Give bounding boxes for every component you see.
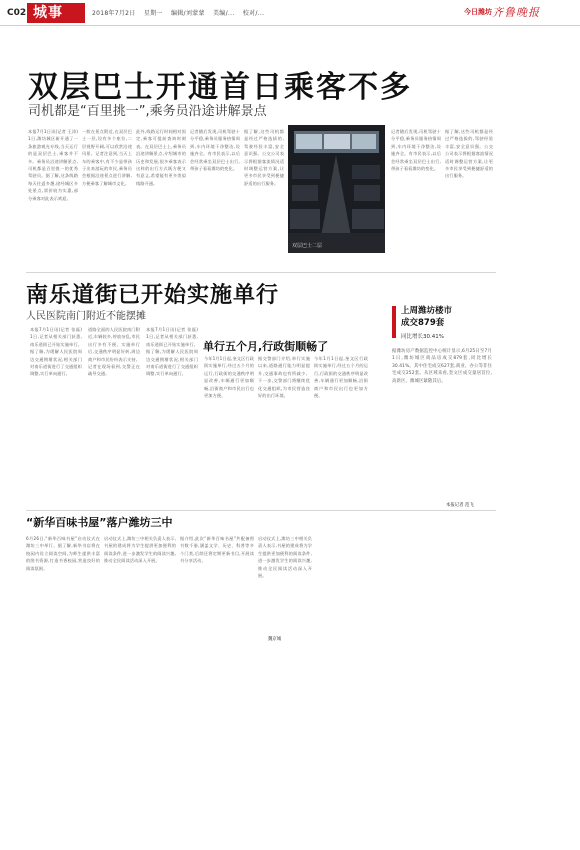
page-header — [0, 0, 580, 26]
bus-interior-photo — [288, 125, 385, 253]
second-body-col1: 本报7月1日讯(记者 张磊) 1日,记者从相关部门获悉,南乐道街已开始实施单行。据了解,为缓解人民医院周边交通拥堵状况,相关部门对南乐道街进行了交通组织调整,实行单向通行。 — [30, 327, 82, 377]
main-body-col2: 一般在景点附近,在双层巴士一层,设有多个座位,二层视野开阔,可以欣赏沿途风景。记者注意到,当天上车的乘客中,有不少是带孩子出来游玩的市民,乘务员会根据沿途景点进行讲解,方便乘客了解城市文化。 — [82, 129, 132, 186]
second-body-col4: 今年1月1日起,奎文区行政街实施单行,经过五个月的运行,行政街的交通秩序明显改善,车辆通行更加顺畅,沿街商户和市民出行也更加方便。 — [204, 356, 254, 399]
second-headline: 南乐道街已开始实施单行 — [26, 283, 280, 308]
meta-proof: 校对/... — [242, 10, 265, 17]
meta-designer: 美编/... — [213, 10, 235, 17]
second-body-col3: 本报7月1日讯(记者 张磊) 1日,记者从相关部门获悉,南乐道街已开始实施单行。据了解,为缓解人民医院周边交通拥堵状况,相关部门对南乐道街进行了交通组织调整,实行单向通行。 — [146, 327, 198, 377]
page-code: C02 — [7, 8, 27, 18]
brand-label: 今日潍坊 — [464, 8, 492, 16]
sidebar-byline: 本报记者 范飞 — [446, 503, 474, 508]
newspaper-logo: 齐鲁晚报 — [492, 6, 540, 19]
divider-2 — [26, 510, 496, 511]
main-body-col1: 本报7月1日讯(记者 王涛) 1日,潍坊城区新开通了一条旅游观光专线,当天运行的是双层巴士,乘客并不多。乘务员沿途讲解景点,司机都是百里挑一的优秀驾驶员。据了解,这条线路每天往返多趟,途经城区多处景点,票价较为实惠,部分乘客对此表示欢迎。 — [28, 129, 78, 201]
meta-weekday: 星期一 — [143, 10, 163, 17]
third-body-col2: 启动仪式上,潍坊三中相关负责人表示,书屋的建成将为学生提供更加便利的阅读条件,进一步激发学生的阅读兴趣,推动全民阅读活动深入开展。 — [104, 536, 176, 564]
sidebar-headline-line1: 上周潍坊楼市 — [401, 306, 453, 316]
divider-1 — [26, 272, 496, 273]
second-body-col6: 今年1月1日起,奎文区行政街实施单行,经过五个月的运行,行政街的交通秩序明显改善,车辆通行更加顺畅,沿街商户和市民出行也更加方便。 — [314, 356, 368, 399]
section-tag: 城事 — [27, 3, 85, 23]
second-body-col2: 道路全面的人民医院南门附近,车辆较多,停放杂乱,市民出行多有不便。实施单行后,交通秩序明显好转,周边商户和市民纷纷表示支持。记者在现场看到,交警正在疏导交通。 — [88, 327, 140, 377]
main-body-col6: 记者随后发现,司机驾驶十分平稳,乘务员服务热情周到,车内环境干净整洁,设施齐全。有市民表示,以后会经常乘坐双层巴士出行,带孩子看看潍坊的变化。 — [391, 129, 441, 172]
main-headline: 双层巴士开通首日乘客不多 — [28, 70, 412, 105]
bus-interior-illustration — [288, 125, 385, 253]
third-byline: 魏京城 — [268, 637, 282, 642]
main-body-col4: 记者随后发现,司机驾驶十分平稳,乘务员服务热情周到,车内环境干净整洁,设施齐全。有市民表示,以后会经常乘坐双层巴士出行,带孩子看看潍坊的变化。 — [190, 129, 240, 172]
main-body-col5: 据了解,这些司机都是经过严格选拔的,驾驶经验丰富,安全意识强。公交公司表示将根据客流情况适时调整运营方案,让更多市民享受到便捷舒适的出行服务。 — [244, 129, 284, 186]
meta-date: 2018年7月2日 — [92, 10, 136, 17]
sidebar-headline-line2: 成交879套 — [401, 318, 445, 328]
main-subhead: 司机都是“百里挑一”,乘务员沿途讲解景点 — [28, 104, 267, 119]
second-body-col5: 据交警部门介绍,单行实施以来,道路通行能力明显提升,交通事故也有所减少。下一步,交警部门将继续优化交通组织,为市民营造良好的出行环境。 — [258, 356, 310, 399]
third-headline: “新华百味书屋”落户潍坊三中 — [26, 516, 173, 529]
second-subheadline: 单行五个月,行政街顺畅了 — [203, 340, 329, 353]
meta-editor: 编辑/刘蒙蒙 — [170, 10, 205, 17]
main-body-col7: 据了解,这些司机都是经过严格选拔的,驾驶经验丰富,安全意识强。公交公司表示将根据客流情况适时调整运营方案,让更多市民享受到便捷舒适的出行服务。 — [445, 129, 493, 179]
third-body-col1: 6月26日,“新华百味书屋”启动仪式在潍坊三中举行。据了解,新华书店将在校园内设立阅读空间,为师生提供丰富的图书资源,打造书香校园,营造良好的阅读氛围。 — [26, 536, 100, 571]
sidebar-headline — [401, 305, 452, 329]
sidebar-accent — [392, 306, 396, 338]
third-body-col4: 启动仪式上,潍坊三中相关负责人表示,书屋的建成将为学生提供更加便利的阅读条件,进一步激发学生的阅读兴趣,推动全民阅读活动深入开展。 — [258, 536, 312, 579]
sidebar-subhead: 同比增长30.41% — [401, 334, 444, 340]
third-body-col3: 据介绍,此次“新华百味书屋”共配备图书数千册,涵盖文学、历史、科普等多个门类,后续还将定期更新书目,开展读书分享活动。 — [180, 536, 254, 564]
main-body-col3: 此外,线路运行时间相对固定,乘客可提前查询时刻表。在双层巴士上,乘务员沿途讲解景点,介绍城市的历史和发展,很多乘客表示这样的出行方式既方便又有意义,希望能有更多类似线路开通。 — [136, 129, 186, 186]
page-meta — [92, 8, 270, 17]
photo-caption: 双层巴士二层 — [292, 243, 323, 249]
second-subhead: 人民医院南门附近不能摆摊 — [26, 311, 146, 322]
sidebar-body: 据潍坊房产数据监控中心统计显示,6月25日至7月1日,潍坊城区商品房成交879套,同比增长30.41%。其中住宅成交627套,商业、办公等非住宅成交252套。从区域来看,奎文区成交量居首位,高新区、潍城区紧随其后。 — [392, 349, 492, 384]
